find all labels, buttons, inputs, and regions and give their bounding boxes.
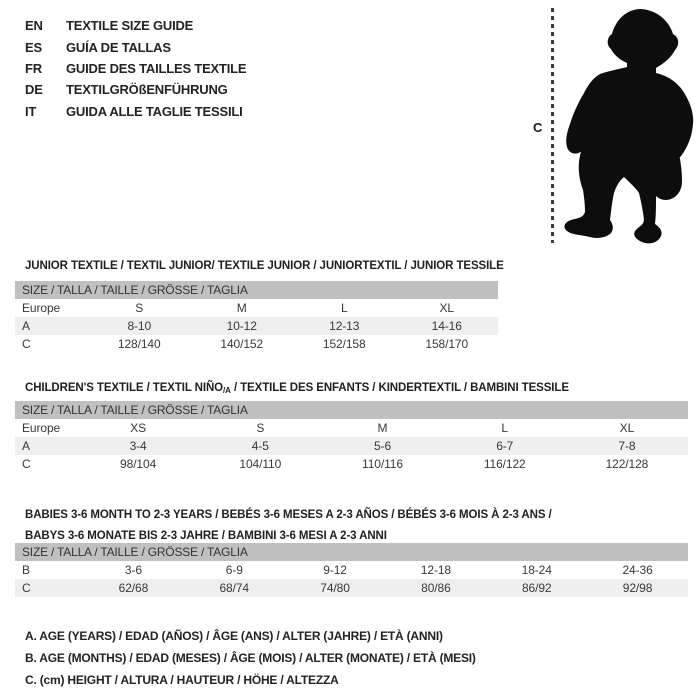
row-label: A — [22, 319, 30, 333]
row-label: C — [22, 337, 31, 351]
size-cell: 6-7 — [496, 439, 514, 453]
size-header-bar — [15, 281, 498, 299]
row-label: C — [22, 457, 31, 471]
footnote-a: A. AGE (YEARS) / EDAD (AÑOS) / ÂGE (ANS) / ALTER (JAHRE) / ETÀ (ANNI) — [25, 629, 443, 643]
size-header-bar — [15, 401, 688, 419]
baby-silhouette-icon — [557, 6, 697, 246]
title-line-2: BABYS 3-6 MONATE BIS 2-3 JAHRE / BAMBINI 3-6 MESI A 2-3 ANNI — [25, 529, 387, 542]
size-cell: 7-8 — [618, 439, 636, 453]
size-cell: XS — [130, 421, 146, 435]
size-cell: 4-5 — [251, 439, 269, 453]
title-text: / TEXTILE DES ENFANTS / KINDERTEXTIL / BAMBINI TESSILE — [230, 381, 569, 394]
size-cell: 86/92 — [521, 581, 552, 595]
size-cell: 122/128 — [605, 457, 649, 471]
table-row — [15, 299, 498, 317]
footnote-b: B. AGE (MONTHS) / EDAD (MESES) / ÂGE (MOIS) / ALTER (MONATE) / ETÀ (MESI) — [25, 651, 476, 665]
size-cell: 158/170 — [425, 337, 469, 351]
size-cell: M — [377, 421, 388, 435]
row-label: C — [22, 581, 31, 595]
language-title-list — [25, 15, 246, 122]
measure-label-c: C — [533, 120, 543, 135]
language-title: GUIDE DES TAILLES TEXTILE — [66, 60, 247, 76]
size-cell: 116/122 — [483, 457, 526, 471]
size-cell: L — [501, 421, 508, 435]
size-header-label: SIZE / TALLA / TAILLE / GRÖSSE / TAGLIA — [22, 545, 248, 559]
size-cell: 98/104 — [120, 457, 157, 471]
language-code: DE — [25, 82, 43, 98]
size-cell: 6-9 — [225, 563, 243, 577]
size-header-label: SIZE / TALLA / TAILLE / GRÖSSE / TAGLIA — [22, 283, 248, 297]
size-cell: 3-4 — [129, 439, 147, 453]
height-measure-dashed-line — [551, 8, 554, 243]
row-label: Europe — [22, 301, 61, 315]
table-row — [15, 317, 498, 335]
size-cell: L — [340, 301, 348, 315]
title-subscript: /A — [223, 385, 231, 395]
size-cell: 128/140 — [117, 337, 161, 351]
size-cell: S — [256, 421, 265, 435]
size-header-label: SIZE / TALLA / TAILLE / GRÖSSE / TAGLIA — [22, 403, 248, 417]
title-line-1: BABIES 3-6 MONTH TO 2-3 YEARS / BEBÉS 3-6 MESES A 2-3 AÑOS / BÉBÉS 3-6 MOIS À 2-3 ANS / — [25, 508, 552, 521]
junior-table-title: JUNIOR TEXTILE / TEXTIL JUNIOR/ TEXTILE JUNIOR / JUNIORTEXTIL / JUNIOR TESSILE — [25, 259, 504, 272]
list-item — [25, 58, 246, 79]
list-item — [25, 101, 246, 122]
babies-table-title — [25, 505, 625, 547]
list-item — [25, 36, 246, 57]
children-size-table — [15, 401, 688, 473]
table-row — [15, 561, 688, 579]
size-cell: 92/98 — [622, 581, 653, 595]
size-cell: XL — [619, 421, 635, 435]
language-code: ES — [25, 39, 42, 55]
size-cell: 62/68 — [118, 581, 149, 595]
size-cell: 18-24 — [521, 563, 552, 577]
size-cell: 8-10 — [127, 319, 152, 333]
language-title: TEXTILGRÖßENFÜHRUNG — [66, 82, 228, 98]
size-cell: M — [236, 301, 247, 315]
size-cell: 5-6 — [373, 439, 392, 453]
row-label: B — [22, 563, 30, 577]
language-title: GUÍA DE TALLAS — [66, 39, 171, 55]
size-cell: 10-12 — [226, 319, 257, 333]
footnote-c: C. (cm) HEIGHT / ALTURA / HAUTEUR / HÖHE / ALTEZZA — [25, 673, 339, 687]
size-cell: 24-36 — [622, 563, 653, 577]
size-header-bar — [15, 543, 688, 561]
table-row — [15, 579, 688, 597]
size-cell: 14-16 — [431, 319, 462, 333]
row-label: Europe — [22, 421, 61, 435]
row-label: A — [22, 439, 30, 453]
size-cell: 9-12 — [323, 563, 347, 577]
size-cell: 152/158 — [322, 337, 366, 351]
table-row — [15, 455, 688, 473]
table-row — [15, 335, 498, 353]
footnotes — [25, 629, 476, 695]
size-cell: 140/152 — [220, 337, 264, 351]
size-cell: 12-13 — [329, 319, 360, 333]
junior-size-table — [15, 281, 498, 353]
size-cell: XL — [439, 301, 454, 315]
language-title: TEXTILE SIZE GUIDE — [66, 18, 194, 34]
children-table-title — [25, 381, 569, 398]
table-row — [15, 437, 688, 455]
list-item — [25, 15, 246, 36]
table-row — [15, 419, 688, 437]
size-cell: 68/74 — [219, 581, 249, 595]
size-cell: 12-18 — [420, 563, 451, 577]
language-title: GUIDA ALLE TAGLIE TESSILI — [66, 103, 243, 119]
list-item — [25, 79, 246, 100]
size-cell: 104/110 — [239, 457, 282, 471]
babies-size-table — [15, 543, 688, 597]
title-text: CHILDREN'S TEXTILE / TEXTIL NIÑO — [25, 381, 224, 394]
size-cell: 80/86 — [421, 581, 451, 595]
language-code: IT — [25, 103, 37, 119]
language-code: FR — [25, 60, 42, 76]
size-cell: 3-6 — [124, 563, 142, 577]
size-cell: 74/80 — [320, 581, 350, 595]
size-cell: S — [135, 301, 144, 315]
size-cell: 110/116 — [362, 457, 403, 471]
language-code: EN — [25, 18, 43, 34]
